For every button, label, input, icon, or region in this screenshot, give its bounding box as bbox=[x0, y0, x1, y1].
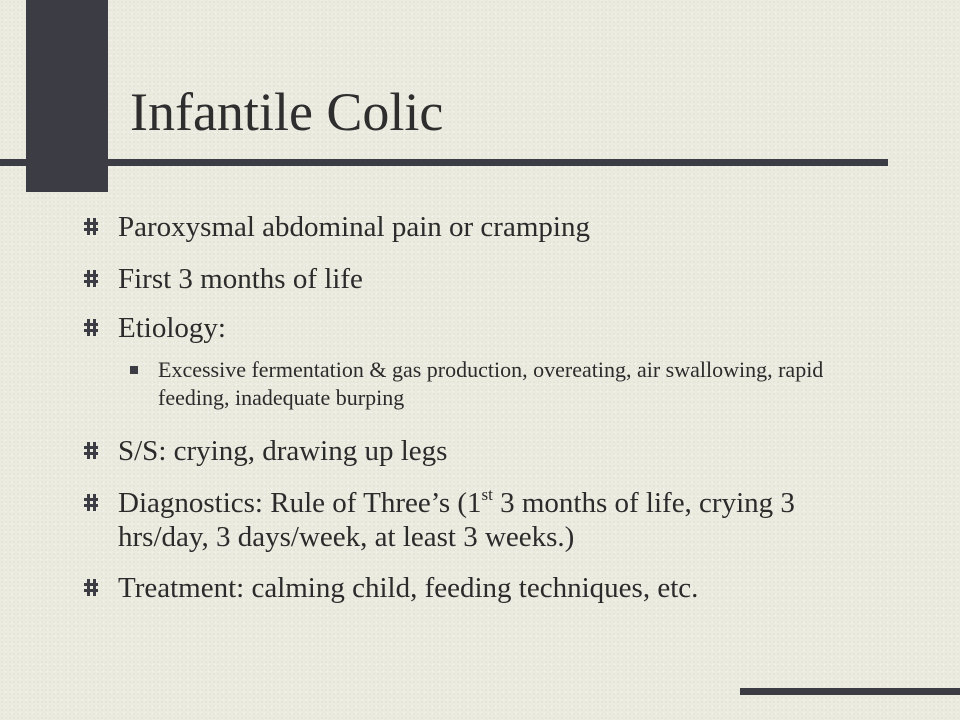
diagnostics-text-start: Diagnostics: Rule of Three’s (1 bbox=[118, 487, 482, 519]
sub-bullet-item bbox=[158, 356, 878, 412]
corner-accent-rule bbox=[740, 688, 960, 695]
bullet-item bbox=[118, 434, 888, 468]
title-underline-rule bbox=[0, 159, 888, 166]
grid-bullet-icon bbox=[84, 319, 98, 336]
bullet-item bbox=[118, 262, 888, 296]
bullet-text bbox=[118, 487, 795, 553]
grid-bullet-icon bbox=[84, 494, 98, 511]
grid-bullet-icon bbox=[84, 442, 98, 459]
diagnostics-text-end: 3 months of life, crying 3 hrs/day, 3 days/week, at least 3 weeks.) bbox=[118, 487, 795, 553]
bullet-item bbox=[118, 571, 888, 605]
grid-bullet-icon bbox=[84, 218, 98, 235]
bullet-text: Etiology: bbox=[118, 312, 226, 344]
grid-bullet-icon bbox=[84, 579, 98, 596]
square-bullet-icon bbox=[130, 366, 138, 374]
bullet-item bbox=[118, 311, 888, 345]
bullet-text: Treatment: calming child, feeding techniques, etc. bbox=[118, 572, 699, 604]
sub-bullet-text: Excessive fermentation & gas production, overeating, air swallowing, rapid feeding, inadequate burping bbox=[158, 357, 824, 410]
bullet-text: S/S: crying, drawing up legs bbox=[118, 435, 448, 467]
grid-bullet-icon bbox=[84, 270, 98, 287]
bullet-item bbox=[118, 486, 888, 554]
bullet-text: First 3 months of life bbox=[118, 263, 363, 295]
bullet-text: Paroxysmal abdominal pain or cramping bbox=[118, 211, 590, 243]
slide-title: Infantile Colic bbox=[130, 82, 444, 142]
bullet-item bbox=[118, 210, 888, 244]
ordinal-superscript: st bbox=[481, 485, 493, 505]
